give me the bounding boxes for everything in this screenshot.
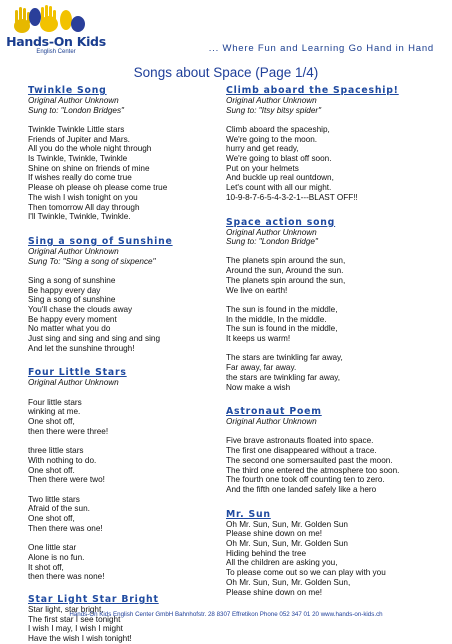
stanza xyxy=(226,256,426,295)
lyric-line: The stars are twinkling far away, xyxy=(226,353,343,363)
stanza xyxy=(226,436,426,494)
song xyxy=(226,217,426,393)
lyric-line: The fourth one took off counting ten to zero. xyxy=(226,475,385,485)
lyric-line: Alone is no fun. xyxy=(28,552,85,562)
song-title: Four Little Stars xyxy=(28,367,127,379)
lyric-line: One shot off. xyxy=(28,465,75,475)
song-meta: Original Author Unknown xyxy=(226,96,317,105)
stanza xyxy=(226,520,426,598)
lyric-line: Star light, star bright, xyxy=(28,604,104,614)
lyric-line: Just sing and sing and sing and sing xyxy=(28,334,160,344)
song-title: Twinkle Song xyxy=(28,85,107,96)
lyric-line: One shot off, xyxy=(28,514,75,524)
lyric-line: Now make a wish xyxy=(226,382,291,392)
song xyxy=(226,406,426,494)
stanza xyxy=(226,305,426,344)
lyric-line: Then there was one! xyxy=(28,523,103,533)
lyric-line: Hiding behind the tree xyxy=(226,548,307,558)
song-meta: Sung to: "Itsy bitsy spider" xyxy=(226,105,322,115)
song xyxy=(226,509,426,598)
lyric-line: Please shine down on me! xyxy=(226,529,323,539)
lyric-line: I'll Twinkle, Twinkle, Twinkle. xyxy=(28,212,131,222)
lyric-line: One shot off, xyxy=(28,417,75,427)
lyric-line: Climb aboard the spaceship, xyxy=(226,124,330,134)
lyric-line: It shot off, xyxy=(28,562,64,572)
lyric-line: Sing a song of sunshine xyxy=(28,295,116,305)
lyrics xyxy=(226,256,426,392)
lyric-line: All you do the whole night through xyxy=(28,144,152,154)
lyric-line: Please shine down on me! xyxy=(226,587,323,597)
song xyxy=(28,236,228,354)
song-meta: Original Author Unknown xyxy=(28,378,119,388)
right-column xyxy=(226,85,426,597)
lyric-line: And let the sunshine through! xyxy=(28,343,135,353)
lyric-line: Is Twinkle, Twinkle, Twinkle xyxy=(28,154,128,164)
lyric-line: Two little stars xyxy=(28,494,80,504)
lyric-line: If wishes really do come true xyxy=(28,173,132,183)
lyric-line: 10-9-8-7-6-5-4-3-2-1---BLAST OFF!! xyxy=(226,192,358,202)
lyric-line: I wish I may, I wish I might xyxy=(28,624,123,634)
lyric-line: Be happy every moment xyxy=(28,314,117,324)
lyric-line: Afraid of the sun. xyxy=(28,504,90,514)
lyric-line: then there were three! xyxy=(28,426,109,436)
lyric-line: Twinkle Twinkle Little stars xyxy=(28,124,125,134)
lyrics xyxy=(226,436,426,494)
song-meta: Original Author Unknown xyxy=(28,246,119,256)
lyric-line: Shine on shine on friends of mine xyxy=(28,163,150,173)
lyric-line: the stars are twinkling far away, xyxy=(226,372,341,382)
lyric-line: then there was none! xyxy=(28,572,105,582)
logo-name: Hands-On Kids xyxy=(6,34,106,49)
lyrics xyxy=(226,125,426,203)
lyrics xyxy=(28,398,228,582)
song-title: Mr. Sun xyxy=(226,508,271,520)
song-meta: Original Author Unknown xyxy=(226,417,317,427)
lyric-line: Let's count with all our might. xyxy=(226,183,332,193)
lyric-line: The first star I see tonight xyxy=(28,614,121,624)
logo-subtitle: English Center xyxy=(36,49,76,55)
lyrics xyxy=(226,520,426,598)
left-column xyxy=(28,85,228,644)
lyric-line: Be happy every day xyxy=(28,285,101,295)
lyric-line: The sun is found in the middle, xyxy=(226,324,338,334)
lyrics xyxy=(28,276,228,354)
lyric-line: winking at me. xyxy=(28,407,81,417)
lyric-line: Then there were two! xyxy=(28,475,105,485)
stanza xyxy=(28,543,228,582)
lyric-line: Please oh please oh please come true xyxy=(28,183,168,193)
stanza xyxy=(226,353,426,392)
song-title: Climb aboard the Spaceship! xyxy=(226,85,399,96)
hands-logo-icon xyxy=(6,4,106,36)
lyric-line: Around the sun, Around the sun. xyxy=(226,266,344,276)
lyric-line: The third one entered the atmosphere too soon. xyxy=(226,465,400,475)
lyric-line: No matter what you do xyxy=(28,324,111,334)
lyric-line: Put on your helmets xyxy=(226,163,299,173)
song-meta: Original Author Unknown xyxy=(226,227,317,237)
page-header xyxy=(0,0,452,62)
lyric-line: Four little stars xyxy=(28,397,82,407)
lyric-line: To please come out so we can play with you xyxy=(226,568,386,578)
song-title: Sing a song of Sunshine xyxy=(28,235,173,247)
lyric-line: three little stars xyxy=(28,446,84,456)
stanza xyxy=(28,495,228,534)
lyric-line: You'll chase the clouds away xyxy=(28,304,133,314)
song-meta: Sung to: "London Bridges" xyxy=(28,105,124,115)
lyric-line: We're going to blast off soon. xyxy=(226,154,332,164)
stanza xyxy=(226,125,426,203)
lyric-line: The second one somersaulted past the moon. xyxy=(226,455,393,465)
page-title: Songs about Space (Page 1/4) xyxy=(133,65,319,80)
lyric-line: All the children are asking you, xyxy=(226,558,338,568)
lyric-line: Oh Mr. Sun, Sun, Mr. Golden Sun xyxy=(226,539,348,549)
lyric-line: And the fifth one landed safely like a hero xyxy=(226,484,377,494)
lyric-line: The planets spin around the sun, xyxy=(226,275,346,285)
song xyxy=(28,367,228,582)
lyric-line: Have the wish I wish tonight! xyxy=(28,634,132,644)
lyric-line: Then tomorrow All day through xyxy=(28,202,140,212)
lyric-line: hurry and get ready, xyxy=(226,144,299,154)
stanza xyxy=(28,276,228,354)
lyric-line: Friends of Jupiter and Mars. xyxy=(28,134,130,144)
song-title: Astronaut Poem xyxy=(226,406,322,418)
song-meta: Sung To: "Sing a song of sixpence" xyxy=(28,256,156,266)
song-meta: Sung to: "London Bridge" xyxy=(226,237,318,247)
stanza xyxy=(28,125,228,222)
page-footer: Hands-On Kids English Center GmbH Bahnhofstr. 28 8307 Effretikon Phone 052 347 01 20 www.hands-on-kids.ch xyxy=(69,611,383,618)
lyric-line: The planets spin around the sun, xyxy=(226,256,346,266)
lyric-line: It keeps us warm! xyxy=(226,334,291,344)
lyric-line: We live on earth! xyxy=(226,285,288,295)
lyric-line: Oh Mr. Sun, Sun, Mr. Golden Sun xyxy=(226,519,348,529)
logo xyxy=(6,4,106,60)
lyric-line: Oh Mr. Sun, Sun, Mr. Golden Sun, xyxy=(226,577,351,587)
lyric-line: Far away, far away. xyxy=(226,363,297,373)
lyric-line: We're going to the moon. xyxy=(226,134,318,144)
lyric-line: The wish I wish tonight on you xyxy=(28,192,138,202)
lyric-line: In the middle, In the middle. xyxy=(226,314,327,324)
lyric-line: Five brave astronauts floated into space. xyxy=(226,436,374,446)
stanza xyxy=(28,446,228,485)
song xyxy=(28,85,228,222)
lyrics xyxy=(28,125,228,222)
song xyxy=(226,85,426,203)
lyric-line: With nothing to do. xyxy=(28,455,97,465)
tagline: ... Where Fun and Learning Go Hand in Hand xyxy=(208,43,434,54)
lyric-line: And buckle up real ountdown, xyxy=(226,173,334,183)
lyric-line: The first one disappeared without a trace. xyxy=(226,446,377,456)
lyric-line: One little star xyxy=(28,543,77,553)
song-meta: Original Author Unknown xyxy=(28,96,119,105)
stanza xyxy=(28,398,228,437)
lyric-line: The sun is found in the middle, xyxy=(226,304,338,314)
song-title: Space action song xyxy=(226,216,336,228)
lyric-line: Sing a song of sunshine xyxy=(28,275,116,285)
song xyxy=(28,594,228,644)
song-title: Star Light Star Bright xyxy=(28,593,159,605)
